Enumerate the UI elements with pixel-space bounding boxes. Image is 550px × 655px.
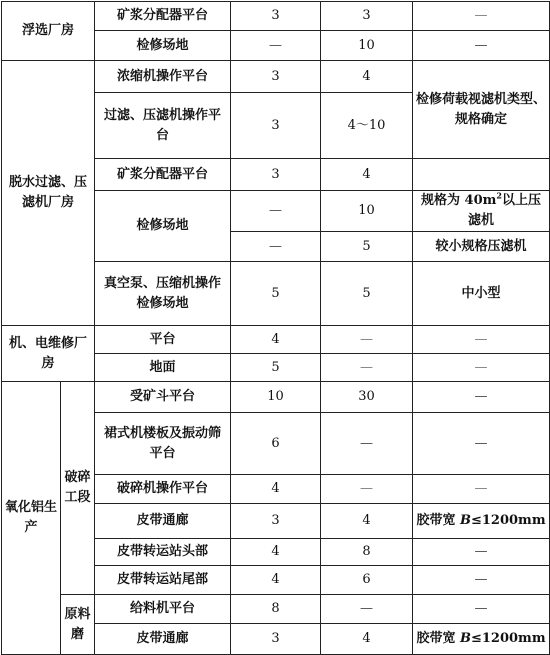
- value-a-cell: 3: [231, 504, 321, 539]
- note-cell: —: [413, 326, 550, 354]
- group-dewater: 脱水过滤、压滤机厂房: [2, 61, 95, 326]
- note-text: 胶带宽: [416, 513, 460, 528]
- note-cell: —: [413, 31, 550, 61]
- value-a-cell: 4: [231, 475, 321, 504]
- note-cell: —: [413, 413, 550, 475]
- item-cell: 皮带转运站尾部: [95, 566, 231, 595]
- value-a-cell: —: [231, 31, 321, 61]
- value-b-cell: 4: [321, 624, 413, 655]
- value-a-cell: 4: [231, 566, 321, 595]
- item-cell: 皮带转运站头部: [95, 539, 231, 566]
- item-cell: 检修场地: [95, 191, 231, 262]
- value-b-cell: 4: [321, 159, 413, 191]
- value-b-cell: 10: [321, 31, 413, 61]
- item-cell: 破碎机操作平台: [95, 475, 231, 504]
- item-cell: 给料机平台: [95, 595, 231, 624]
- value-a-cell: 4: [231, 326, 321, 354]
- note-text: ≤1200mm: [470, 631, 546, 646]
- value-b-cell: —: [321, 326, 413, 354]
- note-variable: B: [459, 631, 471, 646]
- table-row: [2, 382, 550, 413]
- note-cell: —: [413, 354, 550, 382]
- value-a-cell: 5: [231, 262, 321, 326]
- item-cell: 矿浆分配器平台: [95, 2, 231, 31]
- table-row: [2, 595, 550, 624]
- subgroup-crushing: 破碎工段: [61, 382, 95, 595]
- item-cell: 地面: [95, 354, 231, 382]
- table-row: [2, 61, 550, 93]
- table-row: [2, 326, 550, 354]
- note-text: 胶带宽: [416, 631, 460, 646]
- group-flotation: 浮选厂房: [2, 2, 95, 61]
- value-a-cell: 10: [231, 382, 321, 413]
- note-cell: —: [413, 595, 550, 624]
- note-cell: [413, 504, 550, 539]
- value-b-cell: —: [321, 354, 413, 382]
- note-cell: [413, 624, 550, 655]
- group-alumina: 氧化铝生产: [2, 382, 61, 655]
- note-cell: [413, 159, 550, 191]
- value-a-cell: 4: [231, 539, 321, 566]
- note-cell: —: [413, 539, 550, 566]
- item-cell: 浓缩机操作平台: [95, 61, 231, 93]
- note-cell: 中小型: [413, 262, 550, 326]
- value-b-cell: 6: [321, 566, 413, 595]
- value-a-cell: 3: [231, 2, 321, 31]
- value-b-cell: 5: [321, 232, 413, 262]
- value-a-cell: 3: [231, 159, 321, 191]
- note-cell: —: [413, 566, 550, 595]
- value-b-cell: 5: [321, 262, 413, 326]
- value-b-cell: 8: [321, 539, 413, 566]
- note-cell: [413, 191, 550, 232]
- item-cell: 过滤、压滤机操作平台: [95, 93, 231, 159]
- item-cell: 受矿斗平台: [95, 382, 231, 413]
- value-b-cell: —: [321, 413, 413, 475]
- value-b-cell: —: [321, 475, 413, 504]
- item-cell: 裙式机楼板及振动筛平台: [95, 413, 231, 475]
- item-cell: 皮带通廊: [95, 624, 231, 655]
- note-text: 以上压滤机: [468, 193, 541, 228]
- value-b-cell: 4～10: [321, 93, 413, 159]
- note-cell: —: [413, 382, 550, 413]
- subgroup-raw-mill: 原料磨: [61, 595, 95, 655]
- note-cell: 检修荷载视滤机类型、规格确定: [413, 61, 550, 159]
- value-a-cell: 8: [231, 595, 321, 624]
- value-a-cell: 3: [231, 93, 321, 159]
- value-b-cell: 10: [321, 191, 413, 232]
- group-repair: 机、电维修厂房: [2, 326, 95, 382]
- value-a-cell: 3: [231, 61, 321, 93]
- note-cell: 较小规格压滤机: [413, 232, 550, 262]
- value-a-cell: —: [231, 191, 321, 232]
- load-table: [1, 1, 550, 655]
- item-cell: 检修场地: [95, 31, 231, 61]
- value-b-cell: 30: [321, 382, 413, 413]
- load-table-page: [1, 1, 549, 647]
- table-row: [2, 2, 550, 31]
- item-cell: 矿浆分配器平台: [95, 159, 231, 191]
- note-text: 规格为 40m: [421, 193, 497, 208]
- note-cell: —: [413, 475, 550, 504]
- note-cell: —: [413, 2, 550, 31]
- item-cell: 皮带通廊: [95, 504, 231, 539]
- item-cell: 真空泵、压缩机操作检修场地: [95, 262, 231, 326]
- value-a-cell: 6: [231, 413, 321, 475]
- note-text: ≤1200mm: [470, 513, 546, 528]
- value-a-cell: 5: [231, 354, 321, 382]
- value-b-cell: 4: [321, 61, 413, 93]
- value-b-cell: 4: [321, 504, 413, 539]
- value-b-cell: 3: [321, 2, 413, 31]
- note-superscript: 2: [496, 190, 502, 201]
- item-cell: 平台: [95, 326, 231, 354]
- value-a-cell: —: [231, 232, 321, 262]
- value-b-cell: —: [321, 595, 413, 624]
- value-a-cell: 3: [231, 624, 321, 655]
- note-variable: B: [459, 513, 471, 528]
